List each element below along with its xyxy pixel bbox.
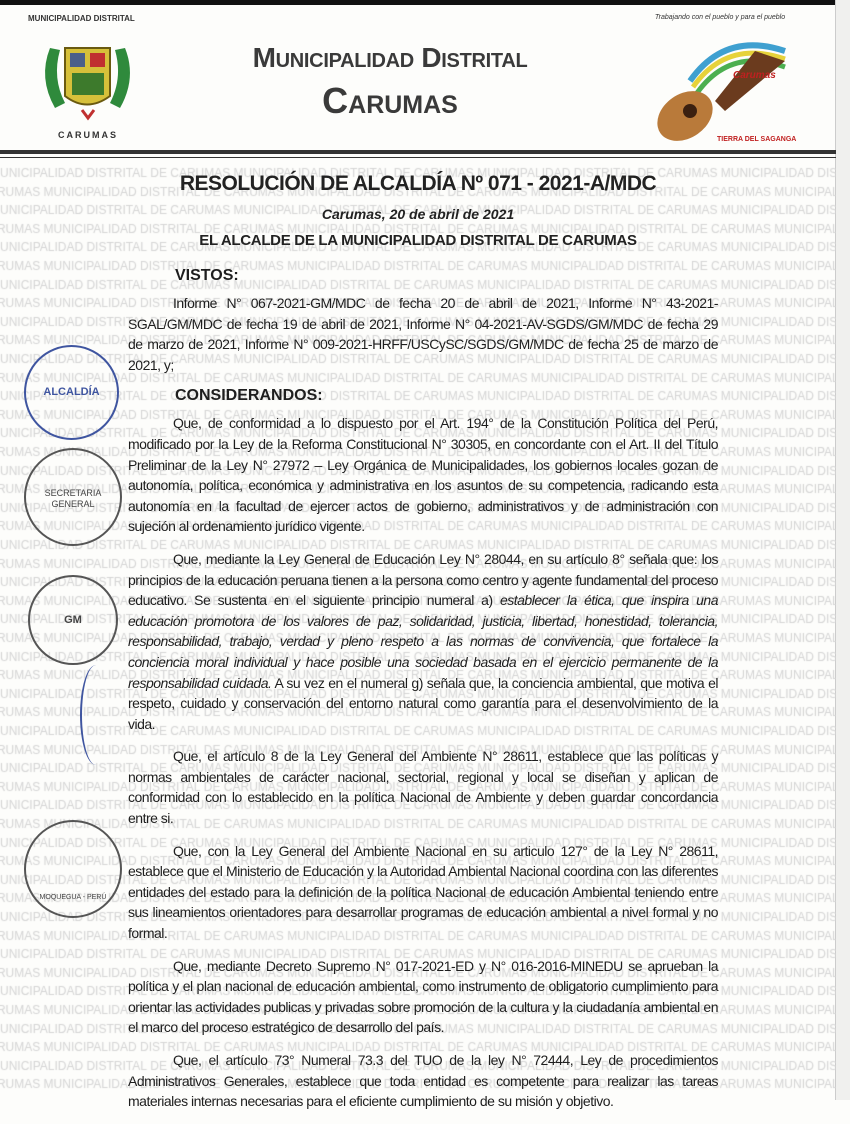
resolution-date: Carumas, 20 de abril de 2021 <box>321 206 515 222</box>
logo-bottom-text: CARUMAS <box>58 130 118 140</box>
considerando-2: Que, mediante la Ley General de Educación Ley N° 28044, en su artículo 8° señala que: los principios de la educación peruana tienen a la persona como centro y agente fundamental del proceso educativo. Se sustenta en el siguiente principio numeral a) establecer la ética, que inspira una educación promotora de los valores de paz, solidaridad, justicia, libertad, honestidad, tolerancia, responsabilidad, trabajo, verdad y pleno respeto a las normas de convivencia, que fortalece la conciencia moral individual y hace posible una sociedad basada en el ejercicio permanente de la responsabilidad cuidada. A su vez en el numeral g) señala que, la conciencia ambiental, que motiva el respeto, cuidado y conservación del entorno natural como garantía para el desenvolvimiento de la vida. <box>128 550 718 732</box>
header-rule-thin <box>0 157 836 158</box>
scan-top-edge <box>0 0 850 5</box>
vistos-heading: VISTOS: <box>175 267 239 284</box>
seal-label: ALCALDÍA <box>43 386 100 398</box>
considerando-6: Que, el artículo 73° Numeral 73.3 del TUO de la ley N° 72444, Ley de procedimientos Administrativos Generales, establece que toda entidad es competente para realizar las tareas materiales internas necesarias para el eficiente cumplimiento de su misión y objetivo. <box>128 1052 718 1110</box>
logo-tag: TIERRA DEL SAGANGA <box>717 136 797 143</box>
header-title-line1: Municipalidad Distrital <box>252 42 528 73</box>
seal-label: SECRETARIA GENERAL <box>44 488 102 509</box>
vistos-paragraph: Informe N° 067-2021-GM/MDC de fecha 20 de abril de 2021, Informe N° 43-2021-SGAL/GM/MDC de fecha 19 de abril de 2021, Informe N° 04-2021-AV-SGDS/GM/MDC de fecha 29 de marzo de 2021, Informe N° 009-2021-HRFF/USCySC/SGDS/GM/MDC de fecha 25 de marzo de 2021, y; <box>128 295 718 373</box>
carumas-guitar-logo <box>645 14 795 149</box>
resolution-subtitle: EL ALCALDE DE LA MUNICIPALIDAD DISTRITAL DE CARUMAS <box>199 232 637 249</box>
considerando-3: Que, el artículo 8 de la Ley General del Ambiente N° 28611, establece que las políticas y normas ambientales de carácter nacional, sectorial, regional y local se diseñan y aplican de conformidad con lo establecido en la política Nacional de Ambiente y deben guardar concordancia entre si. <box>128 748 718 827</box>
considerando-5: Que, mediante Decreto Supremo N° 017-2021-ED y N° 016-2016-MINEDU se aprueban la política y el plan nacional de educación ambiental, como instrumento de obligatorio cumplimiento para orientar las actividades publicas y privadas sobre promoción de la cultura y la ciudadanía ambiental en el marco del proceso estratégico de desarrollo del país. <box>128 957 718 1036</box>
scan-right-edge <box>835 0 850 1100</box>
considerandos-heading: CONSIDERANDOS: <box>175 387 323 405</box>
document-body <box>0 168 836 1124</box>
header-title-line2: Carumas <box>322 80 458 121</box>
municipal-coat-of-arms-logo <box>30 28 145 128</box>
seal-label: MOQUEGUA - PERÚ <box>39 894 107 901</box>
resolution-title: RESOLUCIÓN DE ALCALDÍA Nº 071 - 2021-A/MDC <box>179 172 657 195</box>
seal-label: GM <box>64 614 82 626</box>
considerando-4: Que, con la Ley General del Ambiente Nacional en su articulo 127° de la Ley N° 28611, establece que el Ministerio de Educación y la Autoridad Ambiental Nacional coordina con las diferentes entidades del estado para la definición de la política Nacional de educación Ambiental teniendo entre sus lineamientos orientadores para desarrollar programas de educación ambiental a nivel formal y no formal. <box>128 842 718 942</box>
logo-top-text: MUNICIPALIDAD DISTRITAL <box>28 14 135 23</box>
logo-carumas: Carumas <box>733 70 776 81</box>
logo-slogan: Trabajando con el pueblo y para el pueblo <box>654 14 786 21</box>
header-rule <box>0 150 836 154</box>
considerando-1: Que, de conformidad a lo dispuesto por el Art. 194° de la Constitución Política del Perú, modificado por la Ley de la Reforma Constitucional N° 30305, en concordante con el Art. II del Título Preliminar de la Ley N° 27972 – Ley Orgánica de Municipalidades, los gobiernos locales gozan de autonomía, política, económica y administrativa en los asuntos de su competencia, radicando esta autonomía en la facultad de ejercer actos de gobierno, administrativos y de administración con sujeción al ordenamiento jurídico vigente. <box>128 415 718 535</box>
